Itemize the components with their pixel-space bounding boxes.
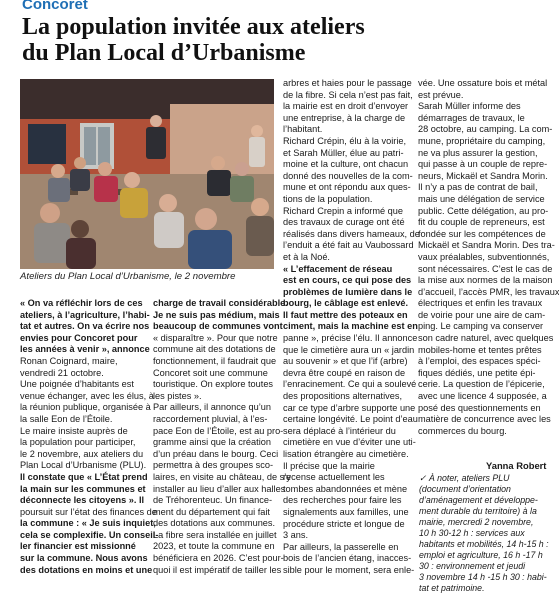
photo-caption: Ateliers du Plan Local d’Urbanisme, le 2 novembre: [20, 271, 236, 282]
article-line: Le maire insiste auprès de: [20, 425, 128, 436]
article-line: Par ailleurs, il annonce qu’un: [153, 402, 271, 413]
article-line: bois de l’ancien étang, inacces-: [283, 553, 412, 564]
article-line: signalements aux familles, une: [283, 506, 409, 517]
article-line: recense actuellement les: [283, 472, 385, 483]
article-line: la mise aux normes de la maison: [418, 275, 553, 286]
article-line: certaine longévité. Le point d’eau: [283, 414, 418, 425]
article-line: la salle Eon de l’Étoile.: [20, 413, 113, 424]
article-line: public. Cette délégation, au pro-: [418, 205, 549, 216]
article-line: l’enduit a été fait au Vaubossard: [283, 240, 414, 251]
article-line: 3 ans.: [283, 530, 309, 541]
meeting-photo: [20, 79, 274, 269]
article-line: commerces du bourg.: [418, 425, 507, 436]
article-line: Je ne suis pas médium, mais: [153, 309, 280, 320]
article-line: ne va plus assurer la gestion,: [418, 147, 538, 158]
article-line: réalisés dans divers hameaux, de: [283, 228, 420, 239]
article-line: démarrages de travaux, le: [418, 112, 525, 123]
note-line: emploi et agriculture, 16 h -17 h: [419, 550, 543, 560]
article-line: d’accueil, l’accès PMR, les travaux: [418, 286, 559, 297]
article-line: charge de travail considérable.: [153, 298, 288, 308]
article-line: des propositions alternatives,: [283, 391, 402, 402]
article-line: touristique. On explore toutes: [153, 379, 274, 390]
article-line: « On va réfléchir lors de ces: [20, 298, 143, 308]
article-line: 2023, et toute la commune en: [153, 541, 275, 552]
article-line: problèmes de lumière dans le: [283, 286, 413, 297]
article-line: ler financier est missionné: [20, 541, 136, 552]
article-line: bourg, le câblage est enlevé.: [283, 298, 409, 309]
article-line: sera déplacé à l’intérieur du: [283, 425, 396, 436]
article-line: de Tréhorenteuc. Un finance-: [153, 495, 272, 506]
article-line: bénéficiera en 2026. C’est pour-: [153, 553, 284, 564]
article-line: ciment, mais la machine est en: [283, 321, 418, 332]
note-line: mairie, mercredi 2 novembre,: [419, 517, 534, 527]
article-line: est en cours, ce qui pose des: [283, 275, 412, 286]
article-line: quoi il est impératif de tailler les: [153, 564, 282, 575]
author-signature: Yanna Robert: [486, 460, 547, 471]
article-line: électriques et enfin les travaux: [418, 298, 543, 309]
article-line: Une poignée d’habitants est: [20, 379, 134, 390]
article-line: les années à venir », annonce: [20, 344, 150, 355]
article-line: la mairie est en droit d’envoyer: [283, 101, 409, 112]
article-line: neurs, Mickaël et Sandra Morin.: [418, 170, 548, 181]
article-line: donné des nouvelles de la com-: [283, 170, 413, 181]
article-line: sible pour le moment, sera enle-: [283, 564, 415, 575]
article-line: commune ait des dotations de: [153, 344, 276, 355]
article-line: des recherches pour faire les: [283, 495, 402, 506]
section-kicker: Concoret: [22, 0, 88, 13]
article-line: devra être coupé en raison de: [283, 367, 406, 378]
note-line: ✓ À noter, ateliers PLU: [419, 473, 510, 483]
article-line: Plan Local d’Urbanisme (PLU).: [20, 460, 147, 471]
article-line: beaucoup de communes vont: [153, 321, 283, 332]
article-line: une entreprise, à la charge de: [283, 112, 406, 123]
article-line: pace Eon de l’Étoile, est au pro-: [153, 425, 284, 436]
article-line: arbres et haies pour le passage: [283, 78, 412, 88]
article-line: fonctionnement, il faudrait que: [153, 355, 277, 366]
article-line: « L’effacement de réseau: [283, 263, 393, 274]
headline: [22, 14, 532, 66]
article-line: raccordement pluvial, à l’es-: [153, 413, 268, 424]
article-line: des dotations aux communes.: [153, 518, 276, 529]
article-line: laires, en visite au château, de s’y: [153, 471, 291, 482]
headline-line-2: du Plan Local d’Urbanisme: [22, 40, 306, 66]
note-line: tat et patrimoine.: [419, 583, 485, 593]
article-line: Richard Crépin, élu à la voirie,: [283, 135, 407, 146]
article-line: la réunion publique, organisée à: [20, 402, 151, 413]
article-line: panne », précise l’élu. Il annonce: [283, 333, 418, 344]
article-line: tions de la population.: [283, 193, 373, 204]
article-column-2: [153, 298, 291, 576]
info-note: [419, 473, 549, 594]
article-line: que le cimetière aura un « jardin: [283, 344, 415, 355]
article-line: fit du couple de repreneurs, est: [418, 217, 545, 228]
article-line: moine et la culture, ont chacun: [283, 159, 409, 170]
article-column-4: [418, 78, 559, 437]
article-line: et Sarah Müller, élue au patri-: [283, 147, 404, 158]
article-line: cerie. La question de l’épicerie,: [418, 379, 545, 390]
article-line: les pistes ».: [153, 390, 202, 401]
note-line: (document d’orientation: [419, 484, 511, 494]
article-line: d’un préau dans le bourg. Ceci: [153, 448, 279, 459]
article-line: Il faut mettre des poteaux en: [283, 309, 408, 320]
article-line: vaux préalables, subventionnés,: [418, 251, 550, 262]
article-line: l’enracinement. Ce qui a soulevé: [283, 379, 417, 390]
article-line: Il constate que « L’État prend: [20, 471, 148, 482]
note-line: ment durable du territoire) à la: [419, 506, 537, 516]
article-line: son cadre naturel, avec quelques: [418, 333, 554, 344]
article-line: permettra à des groupes sco-: [153, 460, 274, 471]
article-line: procédure stricte et longue de: [283, 518, 405, 529]
article-line: ping. Le camping va conserver: [418, 321, 544, 332]
note-line: 3 novembre 14 h -15 h 30 : habi-: [419, 572, 547, 582]
article-line: 28 octobre, au camping. La com-: [418, 124, 553, 135]
article-line: de la fibre. Si cela n’est pas fait,: [283, 89, 413, 100]
article-line: Sarah Müller informe des: [418, 101, 521, 112]
headline-line-1: La population invitée aux ateliers: [22, 14, 365, 40]
article-line: l’habitant.: [283, 124, 323, 135]
article-line: la main sur les communes et: [20, 483, 146, 494]
article-line: envies pour Concoret pour: [20, 332, 138, 343]
article-line: Richard Crepin a informé que: [283, 205, 404, 216]
article-line: « disparaître ». Pour que notre: [153, 332, 278, 343]
note-line: d’aménagement et développe-: [419, 495, 538, 505]
article-line: mobiles-home et tentes prêtes: [418, 344, 542, 355]
article-line: venue échanger, avec les élus, à: [20, 390, 154, 401]
article-line: matière de concurrence avec les: [418, 414, 551, 425]
article-line: le 2 novembre, aux ateliers du: [20, 448, 144, 459]
article-line: La fibre sera installée en juillet: [153, 529, 277, 540]
article-line: Il n’y a pas de contrat de bail,: [418, 182, 538, 193]
article-line: ment du département qui fait: [153, 506, 270, 517]
article-line: cela se complexifie. Un conseil-: [20, 529, 159, 540]
note-line: 30 : environnement et jeudi: [419, 561, 526, 571]
article-line: sur la commune. Nous avons: [20, 553, 148, 564]
article-line: car ce type d’arbre supporte une: [283, 402, 416, 413]
article-line: ateliers, à l’agriculture, l’habi-: [20, 309, 150, 320]
article-line: la population pour participer,: [20, 437, 136, 448]
article-line: des travaux de curage ont été: [283, 217, 405, 228]
article-line: et à la Noé.: [283, 251, 330, 262]
note-line: 10 h 30-12 h : services aux: [419, 528, 525, 538]
article-line: vée. Une ossature bois et métal: [418, 78, 548, 88]
article-line: tombes abandonnées et mène: [283, 483, 408, 494]
article-line: Ronan Coignard, maire,: [20, 355, 118, 366]
article-line: mune, propriétaire du camping,: [418, 135, 546, 146]
article-line: lisation étrangère au cimetière.: [283, 449, 409, 459]
article-column-1: [20, 298, 159, 576]
article-line: cimetière en vue d’éviter une uti-: [283, 437, 416, 448]
article-line: mais une délégation de service: [418, 193, 545, 204]
article-line: au souvenir » et que l’if (arbre): [283, 356, 408, 367]
article-line: déconnecte les citoyens ». Il: [20, 495, 145, 506]
article-line: tat et autres. On va écrire nos: [20, 321, 150, 332]
article-line: Par ailleurs, la passerelle en: [283, 541, 399, 552]
article-line: Concoret soit une commune: [153, 367, 268, 378]
article-line: sont nécessaires. C’est le cas de: [418, 263, 553, 274]
article-line: de voirie pour une aire de cam-: [418, 309, 546, 320]
article-line: fiques dédiés, une petite épi-: [418, 367, 536, 378]
note-line: habitants et mobilités, 14 h-15 h :: [419, 539, 549, 549]
article-line: est prévue.: [418, 89, 464, 100]
article-line: posé des questionnements en: [418, 402, 541, 413]
article-line: Mickaël et Sandra Morin. Des tra-: [418, 240, 555, 251]
article-line: la commune : « Je suis inquiet,: [20, 518, 156, 529]
article-line: installer au lieu d’aller aux halles: [153, 483, 286, 494]
article-column-3: [283, 78, 420, 577]
article-line: des dotations en moins et une: [20, 564, 153, 575]
article-line: gramme ainsi que la création: [153, 437, 271, 448]
article-line: avec une licence 4 supposée, a: [418, 391, 547, 402]
meeting-photo-illustration: [20, 79, 274, 269]
article-line: mune et ont répondu aux ques-: [283, 182, 411, 193]
article-line: qui passe à un couple de repre-: [418, 159, 548, 170]
article-line: à l’emploi, des espaces spéci-: [418, 356, 541, 367]
article-line: vendredi 21 octobre.: [20, 367, 104, 378]
article-line: poursuit sur l’état des finances de: [20, 506, 157, 517]
article-line: Il précise que la mairie: [283, 460, 375, 471]
article-line: fondée sur les compétences de: [418, 228, 546, 239]
